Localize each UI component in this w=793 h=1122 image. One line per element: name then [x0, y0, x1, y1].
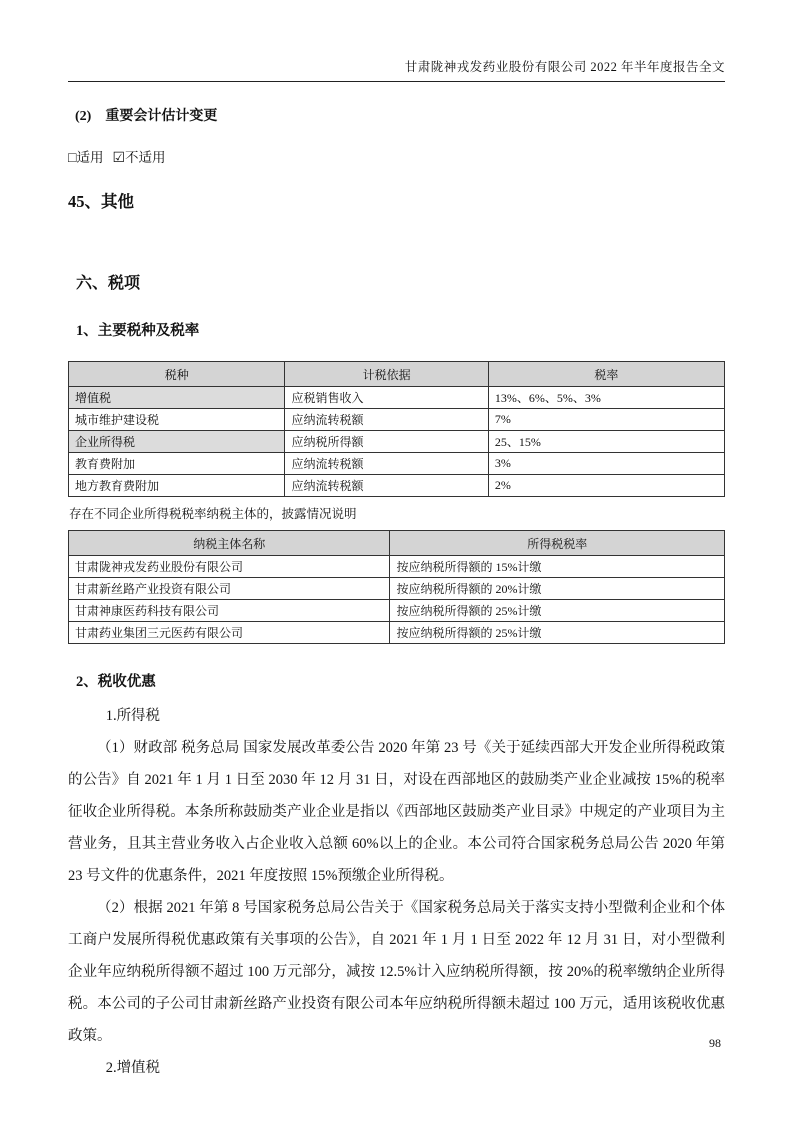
table-row [69, 600, 725, 622]
col-header-tax-rate: 税率 [488, 362, 724, 387]
cell-tax-type: 企业所得税 [69, 431, 285, 453]
col-header-entity-name: 纳税主体名称 [69, 531, 390, 556]
cell-tax-rate: 3% [488, 453, 724, 475]
cell-tax-basis: 应税销售收入 [285, 387, 488, 409]
table-row [69, 578, 725, 600]
cell-tax-type: 城市维护建设税 [69, 409, 285, 431]
checkbox-checked-icon: ☑ [112, 151, 126, 166]
col-header-income-tax-rate: 所得税税率 [390, 531, 725, 556]
tax-preference-body [68, 700, 725, 1084]
cell-income-tax-rate: 按应纳税所得额的 15%计缴 [390, 556, 725, 578]
applicable-label: 适用 [76, 150, 104, 165]
table-row [69, 556, 725, 578]
heading-other: 45、其他 [68, 192, 134, 211]
cell-tax-basis: 应纳流转税额 [285, 453, 488, 475]
cell-tax-rate: 25、15% [488, 431, 724, 453]
disclosure-note: 存在不同企业所得税税率纳税主体的，披露情况说明 [69, 507, 357, 521]
cell-tax-type: 教育费附加 [69, 453, 285, 475]
paragraph-income-tax-2: （2）根据 2021 年第 8 号国家税务总局公告关于《国家税务总局关于落实支持小型微利企业和个体工商户发展所得税优惠政策有关事项的公告》，自 2021 年 1 月 1 日至 2022 年 12 月 31 日，对小型微利企业年应纳税所得额不超过 100 万元部分，减按 12.5%计入应纳税所得额，按 20%的税率缴纳企业所得税。本公司的子公司甘肃新丝路产业投资有限公司本年应纳税所得额未超过 100 万元，适用该税收优惠政策。 [68, 900, 725, 1044]
cell-income-tax-rate: 按应纳税所得额的 25%计缴 [390, 600, 725, 622]
heading-tax-section: 六、税项 [76, 275, 141, 292]
table-row [69, 387, 725, 409]
report-header [68, 57, 725, 82]
cell-entity-name: 甘肃药业集团三元医药有限公司 [69, 622, 390, 644]
applicability-line [68, 146, 725, 167]
table-row [69, 475, 725, 497]
cell-tax-basis: 应纳流转税额 [285, 409, 488, 431]
heading-tax-preference: 2、税收优惠 [76, 674, 156, 690]
cell-tax-rate: 7% [488, 409, 724, 431]
subheading-vat: 2.增值税 [105, 1060, 161, 1076]
page-number: 98 [709, 1036, 721, 1050]
not-applicable-label: 不适用 [125, 150, 166, 165]
cell-tax-type: 地方教育费附加 [69, 475, 285, 497]
table-header-row [69, 531, 725, 556]
cell-income-tax-rate: 按应纳税所得额的 25%计缴 [390, 622, 725, 644]
col-header-tax-type: 税种 [69, 362, 285, 387]
checkbox-unchecked-icon: □ [68, 151, 77, 166]
col-header-tax-basis: 计税依据 [285, 362, 488, 387]
cell-tax-type: 增值税 [69, 387, 285, 409]
cell-tax-basis: 应纳流转税额 [285, 475, 488, 497]
taxpayer-entity-table [68, 530, 725, 644]
cell-entity-name: 甘肃陇神戎发药业股份有限公司 [69, 556, 390, 578]
cell-tax-basis: 应纳税所得额 [285, 431, 488, 453]
table-row [69, 409, 725, 431]
cell-entity-name: 甘肃新丝路产业投资有限公司 [69, 578, 390, 600]
heading-main-taxes: 1、主要税种及税率 [76, 323, 200, 339]
cell-tax-rate: 13%、6%、5%、3% [488, 387, 724, 409]
tax-rate-table [68, 361, 725, 497]
table-row [69, 453, 725, 475]
table-row [69, 431, 725, 453]
cell-entity-name: 甘肃神康医药科技有限公司 [69, 600, 390, 622]
table-row [69, 622, 725, 644]
cell-tax-rate: 2% [488, 475, 724, 497]
cell-income-tax-rate: 按应纳税所得额的 20%计缴 [390, 578, 725, 600]
table-header-row [69, 362, 725, 387]
report-header-title: 甘肃陇神戎发药业股份有限公司 2022 年半年度报告全文 [404, 60, 725, 74]
heading-accounting-estimate-change: (2) 重要会计估计变更 [75, 109, 218, 124]
subheading-income-tax: 1.所得税 [105, 708, 161, 724]
paragraph-income-tax-1: （1）财政部 税务总局 国家发展改革委公告 2020 年第 23 号《关于延续西部大开发企业所得税政策的公告》自 2021 年 1 月 1 日至 2030 年 12 月 31 日，对设在西部地区的鼓励类产业企业减按 15%的税率征收企业所得税。本条所称鼓励类产业企业是指以《西部地区鼓励类产业目录》中规定的产业项目为主营业务，且其主营业务收入占企业收入总额 60%以上的企业。本公司符合国家税务总局公告 2020 年第 23 号文件的优惠条件，2021 年度按照 15%预缴企业所得税。 [68, 740, 725, 884]
